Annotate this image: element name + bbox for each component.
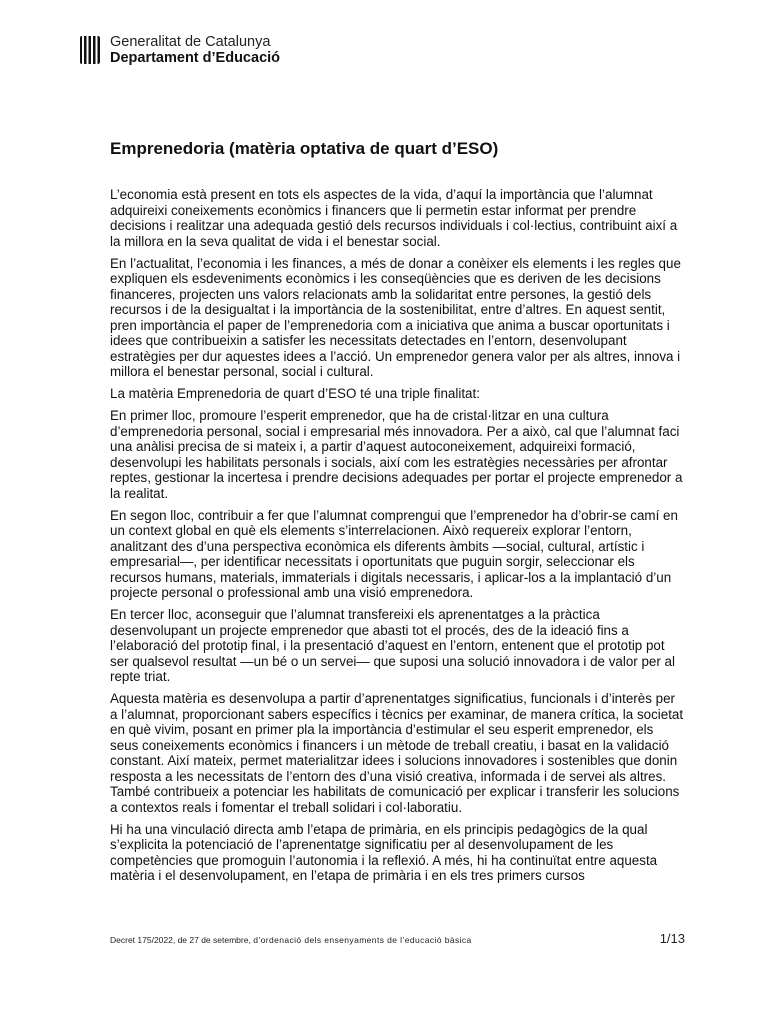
paragraph-5: En segon lloc, contribuir a fer que l’alumnat comprengui que l’emprenedor ha d’obrir-se camí en un context global en què els elements s’interrelacionen. Això requereix explorar l’entorn, analitzant des d’una perspectiva econòmica els diferents àmbits —social, cultural, artístic i empresarial—, per identificar necessitats i oportunitats que puguin sorgir, seleccionar els recursos humans, materials, immaterials i digitals necessaris, i aplicar-los a la implantació d’un projecte personal o professional amb una visió emprenedora. (110, 507, 678, 600)
paragraph-4: En primer lloc, promoure l’esperit emprenedor, que ha de cristal·litzar en una cultura d’emprenedoria personal, social i empresarial més innovadora. Per a això, cal que l’alumnat faci una anàlisi precisa de si mateix i, a partir d’aquest autoconeixement, adquireixi formació, desenvolupi les habilitats personals i socials, així com les estratègies necessàries per afrontar reptes, gestionar la incertesa i prendre decisions adequades per portar el projecte emprenedor a la realitat. (110, 408, 683, 501)
page-number: 1/13 (659, 931, 685, 946)
paragraph-1: L’economia està present en tots els aspectes de la vida, d’aquí la importància que l’alumnat adquireixi coneixements econòmics i financers que li permetin estar informat per prendre decisions i realitzar una adequada gestió dels recursos individuals i col·lectius, contribuint així a la millora en la seva qualitat de vida i el benestar social. (110, 187, 678, 249)
page-title: Emprenedoria (matèria optativa de quart d’ESO) (110, 139, 499, 158)
header (78, 34, 280, 66)
footer-decree (110, 935, 472, 945)
paragraph-8: Hi ha una vinculació directa amb l’etapa de primària, en els principis pedagògics de la qual s’explicita la potenciació de l’aprenentatge significatiu per al desenvolupament de les competències que promoguin l’autonomia i la reflexió. A més, hi ha continuïtat entre aquesta matèria i el desenvolupament, en l’etapa de primària i en els tres primers cursos (110, 821, 658, 883)
paragraph-3: La matèria Emprenedoria de quart d’ESO té una triple finalitat: (110, 386, 480, 401)
paragraph-2: En l’actualitat, l’economia i les finances, a més de donar a conèixer els elements i les regles que expliquen els esdeveniments econòmics i les conseqüències que es deriven de les decisions financeres, projecten uns valors relacionats amb la solidaritat entre persones, la gestió dels recursos i de la desigualtat i la importància de la sostenibilitat, entre d’altres. En aquest sentit, pren importància el paper de l’emprenedoria com a iniciativa que anima a buscar oportunitats i idees que contribueixin a satisfer les necessitats detectades en l’entorn, desenvolupant estratègies per dur aquestes idees a l’acció. Un emprenedor genera valor per als altres, innova i millora el benestar personal, social i cultural. (110, 255, 681, 379)
paragraph-7: Aquesta matèria es desenvolupa a partir d’aprenentatges significatius, funcionals i d’interès per a l’alumnat, proporcionant sabers específics i tècnics per examinar, de manera crítica, la societat en què vivim, posant en primer pla la importància d’estimular el seu esperit emprenedor, els seus coneixements econòmics i financers i un mètode de treball creatiu, i basat en la validació constant. Així mateix, permet materialitzar idees i solucions innovadores i sostenibles que donin resposta a les necessitats de l’entorn des d’una visió creativa, informada i de servei als altres. També contribueix a potenciar les habilitats de comunicació per explicar i transferir les solucions a contextos reals i fomentar el treball solidari i col·laboratiu. (110, 691, 684, 815)
org-name-line2: Departament d’Educació (110, 50, 281, 66)
body-text (110, 187, 685, 890)
org-name (110, 34, 280, 66)
footer (110, 931, 685, 946)
paragraph-6: En tercer lloc, aconseguir que l’alumnat transfereixi els aprenentatges a la pràctica desenvolupant un projecte emprenedor que abasti tot el procés, des de la ideació fins a l’elaboració del prototip final, i la presentació d’aquest en l’entorn, entenent que el prototip pot ser qualsevol resultat —un bé o un servei— que suposi una solució innovadora i de valor per al repte triat. (110, 607, 675, 684)
footer-decree-ref: d’ordenació dels ensenyaments de l’educació bàsica (253, 935, 472, 945)
org-name-line1: Generalitat de Catalunya (110, 34, 271, 50)
catalan-stripes-logo-icon (78, 35, 102, 65)
footer-decree-title: Decret 175/2022, de 27 de setembre, (110, 935, 251, 945)
